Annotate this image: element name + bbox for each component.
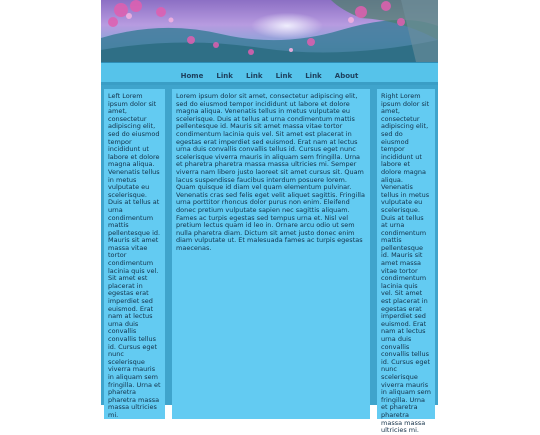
header-banner-image — [101, 0, 438, 62]
left-sidebar-text: Left Lorem ipsum dolor sit amet, consectetur adipiscing elit, sed do eiusmod tempor incididunt ut labore et dolore magna aliqua. Venenatis tellus in metus vulputate eu scelerisque. Duis at tellus at urna condimentum mattis pellentesque id. Mauris sit amet massa vitae tortor condimentum lacinia quis vel. Sit amet est placerat in egestas erat imperdiet sed euismod. Erat nam at lectus urna duis convallis convallis tellus id. Cursus eget nunc scelerisque viverra mauris in aliquam sem fringilla. Urna et pharetra pharetra massa massa ultricies mi. — [108, 92, 161, 419]
nav-link-about[interactable]: About — [334, 72, 359, 80]
nav-link-3[interactable]: Link — [275, 72, 293, 80]
right-sidebar-text: Right Lorem ipsum dolor sit amet, consectetur adipiscing elit, sed do eiusmod tempor incididunt ut labore et dolore magna aliqua. Venenatis tellus in metus vulputate eu scelerisque. Duis at tellus at urna condimentum mattis pellentesque id. Mauris sit amet massa vitae tortor condimentum lacinia quis vel. Sit amet est placerat in egestas erat imperdiet sed euismod. Erat nam at lectus urna duis convallis convallis tellus id. Cursus eget nunc scelerisque viverra mauris in aliquam sem fringilla. Urna et pharetra pharetra massa massa ultricies mi. — [381, 92, 431, 435]
page-container — [101, 0, 438, 435]
nav-link-4[interactable]: Link — [305, 72, 322, 80]
right-sidebar-column — [377, 89, 435, 435]
nav-link-home[interactable]: Home — [180, 72, 204, 80]
main-content-text: Lorem ipsum dolor sit amet, consectetur adipiscing elit, sed do eiusmod tempor incididunt ut labore et dolore magna aliqua. Venenatis tellus in metus vulputate eu scelerisque. Duis at tellus at urna condimentum mattis pellentesque id. Mauris sit amet massa vitae tortor condimentum lacinia quis vel. Sit amet est placerat in egestas erat imperdiet sed euismod. Erat nam at lectus urna duis convallis convallis tellus id. Cursus eget nunc scelerisque viverra mauris in aliquam sem fringilla. Urna et pharetra pharetra massa massa ultricies mi. Semper viverra nam libero justo laoreet sit amet cursus sit. Quam lacus suspendisse faucibus interdum posuere lorem. Quam quisque id diam vel quam elementum pulvinar. Venenatis cras sed felis eget velit aliquet sagittis. Fringilla urna porttitor rhoncus dolor purus non enim. Eleifend donec pretium vulputate sapien nec sagittis aliquam. Fames ac turpis egestas sed tempus urna et. Nisl vel pretium lectus quam id leo in. Ornare arcu odio ut sem nulla pharetra diam. Dictum sit amet justo donec enim diam vulputate ut. Et malesuada fames ac turpis egestas maecenas. — [176, 92, 365, 252]
nav-link-1[interactable]: Link — [216, 72, 233, 80]
top-navigation — [101, 62, 438, 85]
fantasy-landscape-illustration — [101, 0, 438, 62]
main-content-column — [172, 89, 370, 419]
nav-link-2[interactable]: Link — [246, 72, 263, 80]
left-sidebar-column — [104, 89, 165, 419]
